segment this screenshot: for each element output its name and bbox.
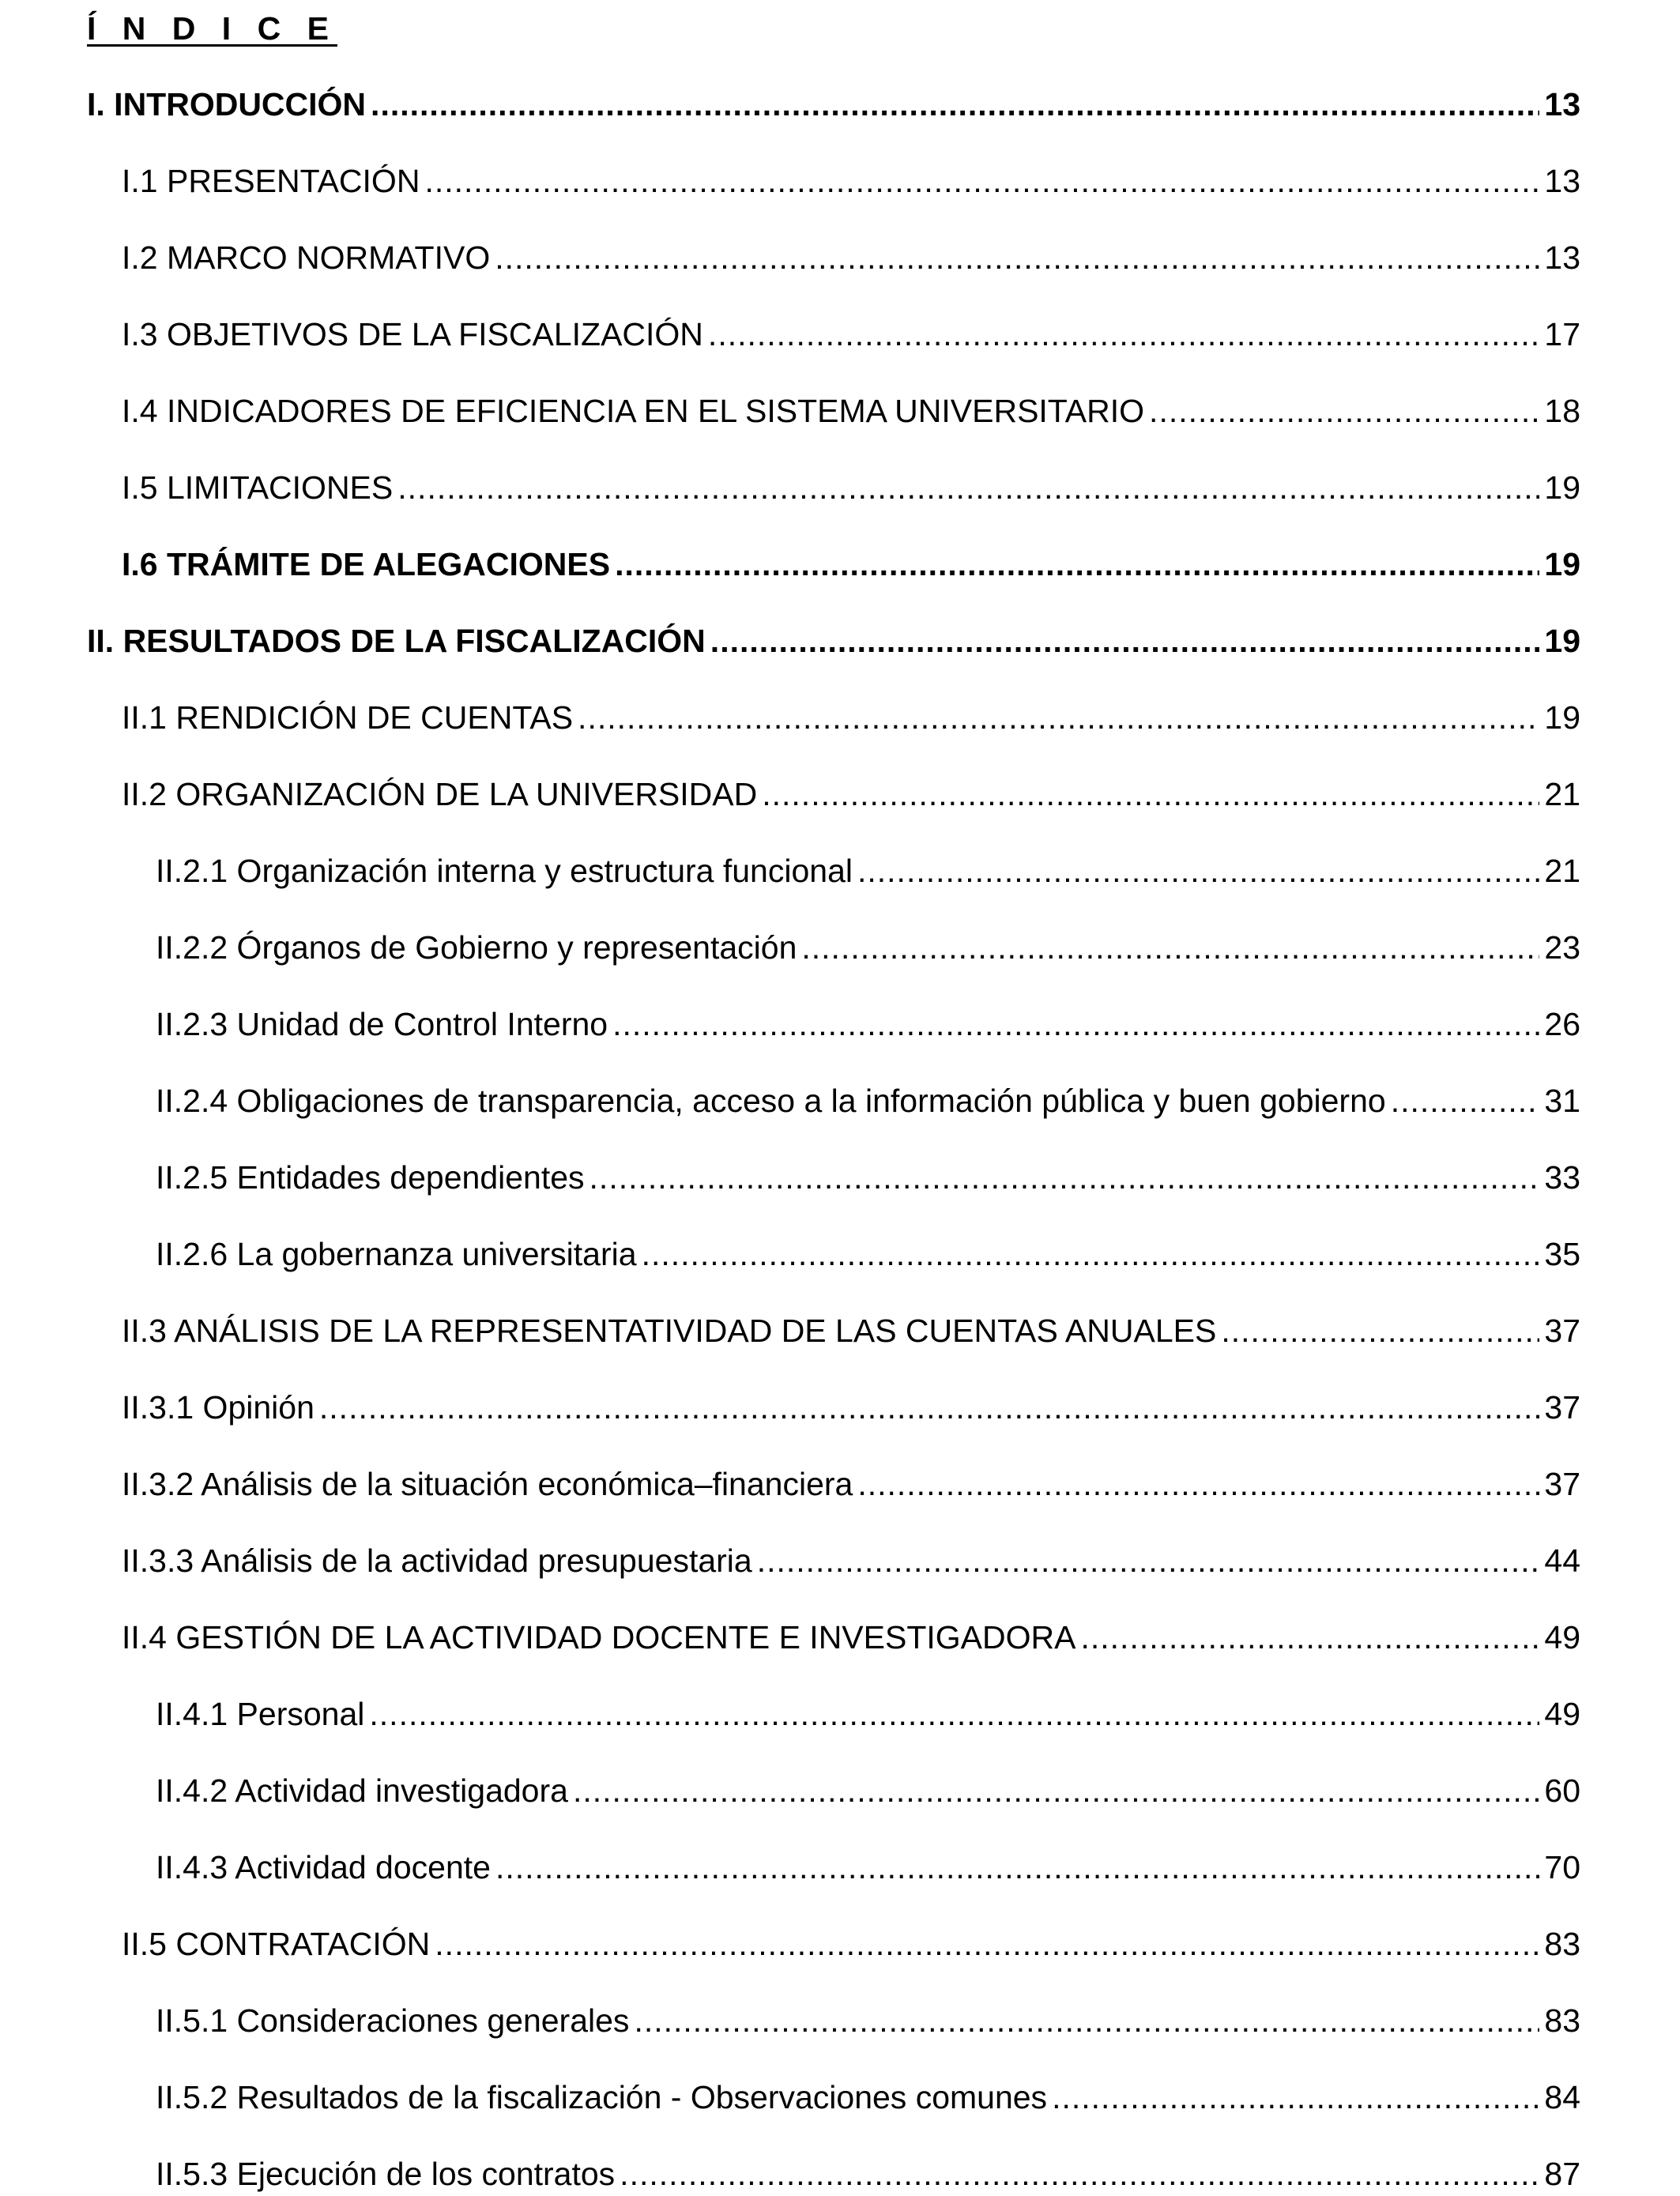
toc-entry[interactable] [156, 2152, 1580, 2196]
toc-entry-label: II.3.2 Análisis de la situación económica–financiera [122, 1466, 853, 1502]
toc-dot-leader [424, 159, 1539, 203]
toc-entry[interactable] [156, 925, 1580, 970]
toc-page-number: 37 [1544, 1389, 1580, 1426]
toc-dot-leader [615, 542, 1539, 586]
toc-entry-label: II.5.3 Ejecución de los contratos [156, 2156, 616, 2192]
toc-entry[interactable] [122, 1539, 1580, 1583]
toc-page-number: 19 [1544, 469, 1580, 506]
toc-entry-label: II.2.6 La gobernanza universitaria [156, 1236, 637, 1272]
toc-dot-leader [495, 1845, 1539, 1889]
toc-entry[interactable] [156, 1692, 1580, 1736]
toc-entry[interactable] [122, 1385, 1580, 1429]
toc-dot-leader [371, 82, 1539, 126]
toc-entry-label: II.4 GESTIÓN DE LA ACTIVIDAD DOCENTE E INVESTIGADORA [122, 1619, 1076, 1655]
toc-dot-leader [708, 312, 1539, 356]
toc-page-number: 33 [1544, 1159, 1580, 1196]
toc-entry-label: II.3.1 Opinión [122, 1389, 315, 1426]
toc-dot-leader [590, 1155, 1540, 1200]
toc-dot-leader [319, 1385, 1540, 1429]
toc-page-number: 87 [1544, 2156, 1580, 2192]
toc-entry[interactable] [122, 1922, 1580, 1966]
toc-entry-label: I.5 LIMITACIONES [122, 469, 394, 506]
toc-dot-leader [1149, 389, 1539, 433]
toc-entry[interactable] [122, 1462, 1580, 1506]
toc-dot-leader [762, 772, 1539, 816]
toc-entry-label: II.4.2 Actividad investigadora [156, 1772, 568, 1809]
toc-page-number: 60 [1544, 1772, 1580, 1809]
toc-page-number: 84 [1544, 2079, 1580, 2115]
toc-entry[interactable] [156, 2075, 1580, 2119]
toc-entry[interactable] [122, 772, 1580, 816]
toc-entry[interactable] [122, 465, 1580, 510]
toc-entry[interactable] [122, 389, 1580, 433]
toc-entry[interactable] [122, 312, 1580, 356]
toc-entry-label: II.1 RENDICIÓN DE CUENTAS [122, 699, 574, 736]
toc-dot-leader [857, 849, 1539, 893]
toc-entry-label: II.2.1 Organización interna y estructura funcional [156, 853, 853, 889]
toc-entry-label: II.5 CONTRATACIÓN [122, 1926, 431, 1962]
toc-dot-leader [1391, 1079, 1540, 1123]
toc-page-number: 49 [1544, 1619, 1580, 1655]
toc-page-number: 19 [1544, 546, 1580, 582]
toc-entry-label: I.3 OBJETIVOS DE LA FISCALIZACIÓN [122, 316, 703, 352]
toc-entry-label: II.2.2 Órganos de Gobierno y representación [156, 929, 797, 966]
toc-entry[interactable] [87, 82, 1580, 126]
toc-dot-leader [620, 2152, 1539, 2196]
toc-dot-leader [573, 1768, 1539, 1813]
toc-page-number: 21 [1544, 853, 1580, 889]
toc-dot-leader [857, 1462, 1539, 1506]
toc-dot-leader [710, 619, 1540, 663]
toc-page-number: 37 [1544, 1313, 1580, 1349]
toc-entry-label: II.3 ANÁLISIS DE LA REPRESENTATIVIDAD DE LAS CUENTAS ANUALES [122, 1313, 1217, 1349]
toc-entry[interactable] [122, 235, 1580, 280]
toc-dot-leader [495, 235, 1539, 280]
toc-dot-leader [801, 925, 1539, 970]
toc-entry[interactable] [122, 159, 1580, 203]
toc-page-number: 21 [1544, 776, 1580, 812]
toc-dot-leader [435, 1922, 1539, 1966]
toc-entry-label: I.1 PRESENTACIÓN [122, 163, 420, 199]
toc-page-number: 37 [1544, 1466, 1580, 1502]
toc-dot-leader [757, 1539, 1540, 1583]
toc-entry-label: II.2.5 Entidades dependientes [156, 1159, 585, 1196]
toc-page-number: 13 [1544, 239, 1580, 276]
toc-page-number: 18 [1544, 393, 1580, 429]
toc-entry[interactable] [156, 1768, 1580, 1813]
toc-entry[interactable] [122, 1309, 1580, 1353]
toc-page-number: 70 [1544, 1849, 1580, 1885]
toc-entry[interactable] [156, 1845, 1580, 1889]
toc-entry[interactable] [87, 619, 1580, 663]
toc-entry[interactable] [156, 1998, 1580, 2043]
toc-page-number: 31 [1544, 1083, 1580, 1119]
toc-dot-leader [612, 1002, 1539, 1046]
toc-entry-label: II.5.1 Consideraciones generales [156, 2002, 630, 2039]
toc-entry[interactable] [156, 849, 1580, 893]
toc-page-number: 17 [1544, 316, 1580, 352]
toc-entry[interactable] [122, 695, 1580, 740]
toc-entry-label: I.2 MARCO NORMATIVO [122, 239, 491, 276]
toc-entry-label: II.4.1 Personal [156, 1696, 365, 1732]
toc-dot-leader [1080, 1615, 1539, 1659]
toc-page-number: 49 [1544, 1696, 1580, 1732]
toc-dot-leader [369, 1692, 1539, 1736]
toc-entry[interactable] [156, 1002, 1580, 1046]
toc-page-number: 19 [1544, 623, 1580, 659]
toc-entry[interactable] [122, 1615, 1580, 1659]
toc-entry-label: II.2.3 Unidad de Control Interno [156, 1006, 608, 1042]
toc-dot-leader [634, 1998, 1539, 2043]
toc-entry[interactable] [156, 1079, 1580, 1123]
toc-dot-leader [1221, 1309, 1539, 1353]
toc-page-number: 83 [1544, 2002, 1580, 2039]
toc-title: Í N D I C E [87, 10, 337, 47]
toc-entry-label: II.2.4 Obligaciones de transparencia, acceso a la información pública y buen gobierno [156, 1083, 1386, 1119]
toc-dot-leader [578, 695, 1539, 740]
toc-dot-leader [642, 1232, 1540, 1276]
toc-dot-leader [1052, 2075, 1539, 2119]
toc-entry-label: I.4 INDICADORES DE EFICIENCIA EN EL SISTEMA UNIVERSITARIO [122, 393, 1145, 429]
toc-entry-label: I. INTRODUCCIÓN [87, 86, 367, 122]
toc-page-number: 13 [1544, 86, 1580, 122]
toc-page-number: 19 [1544, 699, 1580, 736]
toc-page-number: 26 [1544, 1006, 1580, 1042]
toc-page-number: 35 [1544, 1236, 1580, 1272]
toc-entry-label: II. RESULTADOS DE LA FISCALIZACIÓN [87, 623, 706, 659]
toc-entry[interactable] [156, 1232, 1580, 1276]
toc-entry-label: II.3.3 Análisis de la actividad presupuestaria [122, 1542, 752, 1579]
toc-entry[interactable] [122, 542, 1580, 586]
toc-entry-label: II.2 ORGANIZACIÓN DE LA UNIVERSIDAD [122, 776, 758, 812]
toc-dot-leader [397, 465, 1539, 510]
toc-entry-label: II.5.2 Resultados de la fiscalización - Observaciones comunes [156, 2079, 1048, 2115]
toc-entry-label: I.6 TRÁMITE DE ALEGACIONES [122, 546, 611, 582]
toc-entry-label: II.4.3 Actividad docente [156, 1849, 491, 1885]
toc-page-number: 83 [1544, 1926, 1580, 1962]
toc-entry[interactable] [156, 1155, 1580, 1200]
toc-page-number: 44 [1544, 1542, 1580, 1579]
toc-page-number: 23 [1544, 929, 1580, 966]
toc-page-number: 13 [1544, 163, 1580, 199]
